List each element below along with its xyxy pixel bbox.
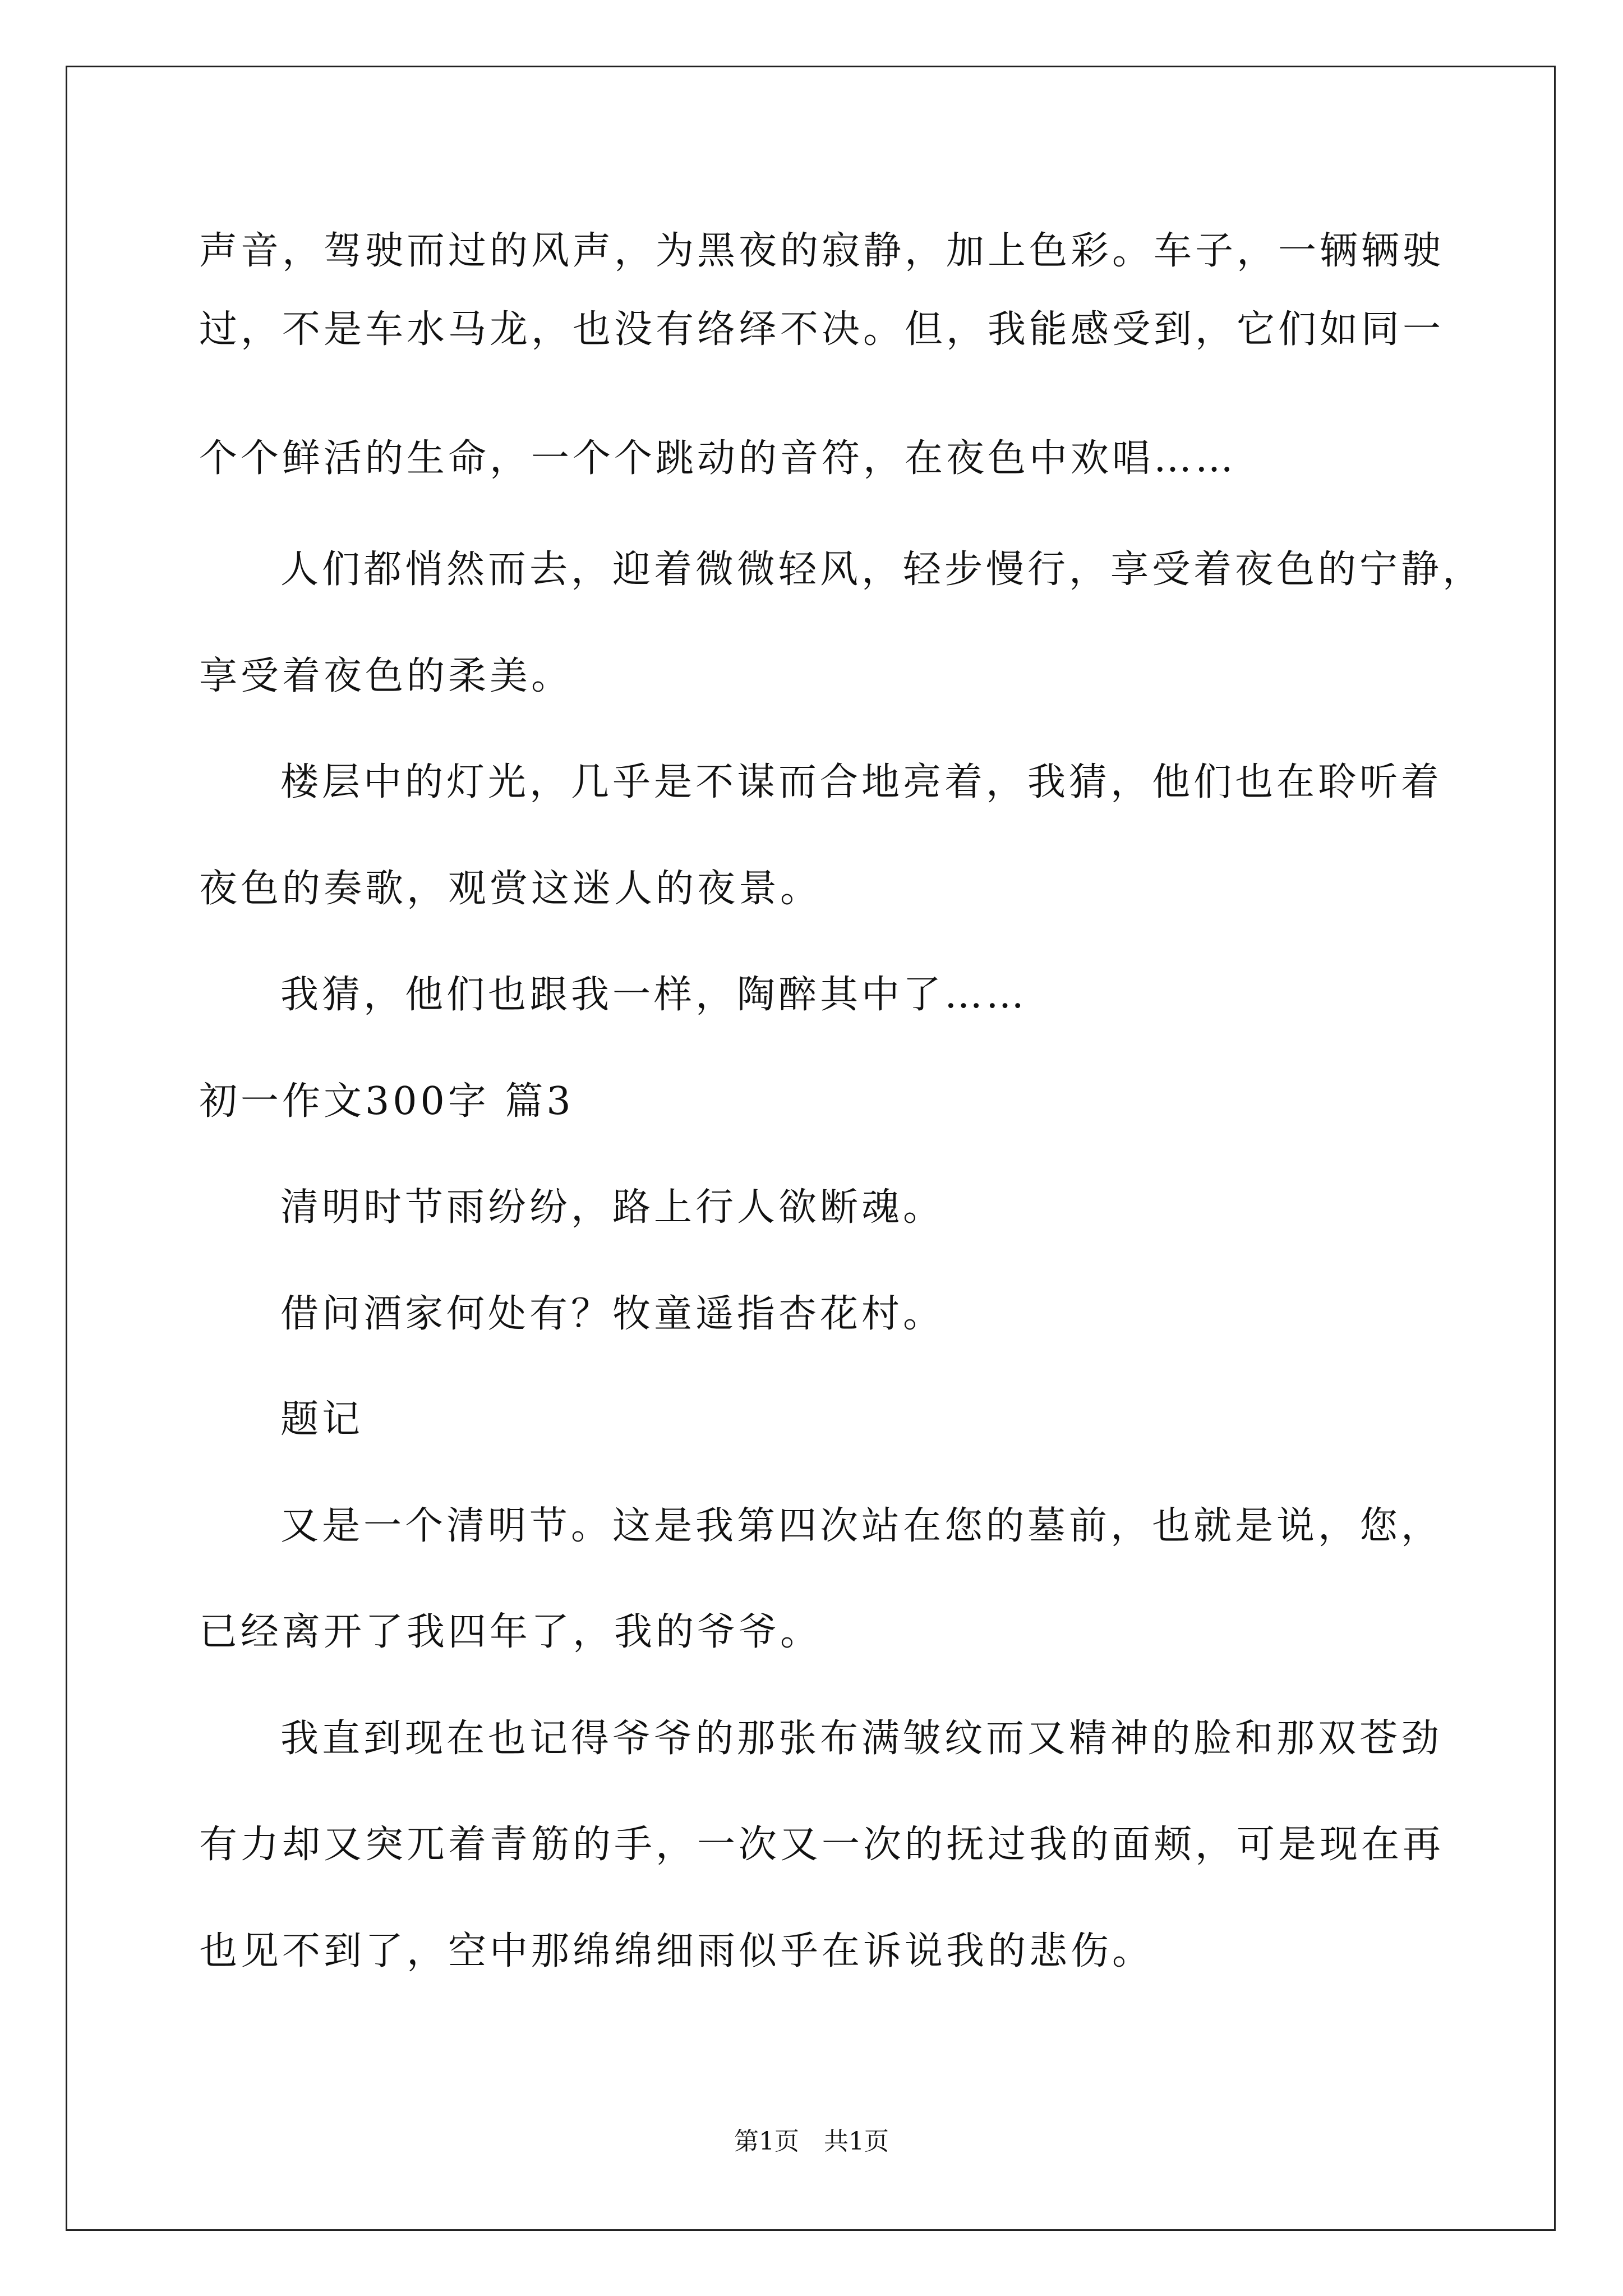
paragraph-line: 过，不是车水马龙，也没有络绎不决。但，我能感受到，它们如同一 — [199, 307, 1445, 352]
paragraph-line: 个个鲜活的生命，一个个跳动的音符，在夜色中欢唱…… — [199, 436, 1237, 481]
paragraph-line: 夜色的奏歌，观赏这迷人的夜景。 — [199, 867, 822, 911]
paragraph-line: 我直到现在也记得爷爷的那张布满皱纹而又精神的脸和那双苍劲 — [280, 1717, 1443, 1761]
paragraph-line: 已经离开了我四年了，我的爷爷。 — [199, 1610, 822, 1654]
paragraph-line: 人们都悄然而去，迎着微微轻风，轻步慢行，享受着夜色的宁静， — [280, 547, 1484, 592]
paragraph-line: 也见不到了，空中那绵绵细雨似乎在诉说我的悲伤。 — [199, 1929, 1154, 1973]
paragraph-line: 借问酒家何处有？牧童遥指杏花村。 — [280, 1292, 945, 1336]
paragraph-line: 又是一个清明节。这是我第四次站在您的墓前，也就是说，您， — [280, 1504, 1443, 1548]
paragraph-line: 题记 — [280, 1397, 364, 1442]
paragraph-line: 我猜，他们也跟我一样，陶醉其中了…… — [280, 973, 1028, 1017]
page-border — [66, 66, 1556, 2231]
paragraph-line: 享受着夜色的柔美。 — [199, 654, 573, 698]
paragraph-line: 楼层中的灯光，几乎是不谋而合地亮着，我猜，他们也在聆听着 — [280, 760, 1443, 804]
section-heading: 初一作文300字 篇3 — [199, 1079, 574, 1124]
paragraph-line: 有力却又突兀着青筋的手，一次又一次的抚过我的面颊，可是现在再 — [199, 1823, 1445, 1867]
paragraph-line: 清明时节雨纷纷，路上行人欲断魂。 — [280, 1185, 945, 1230]
page-number: 第1页 共1页 — [734, 2127, 889, 2156]
paragraph-line: 声音，驾驶而过的风声，为黑夜的寂静，加上色彩。车子，一辆辆驶 — [199, 229, 1445, 273]
